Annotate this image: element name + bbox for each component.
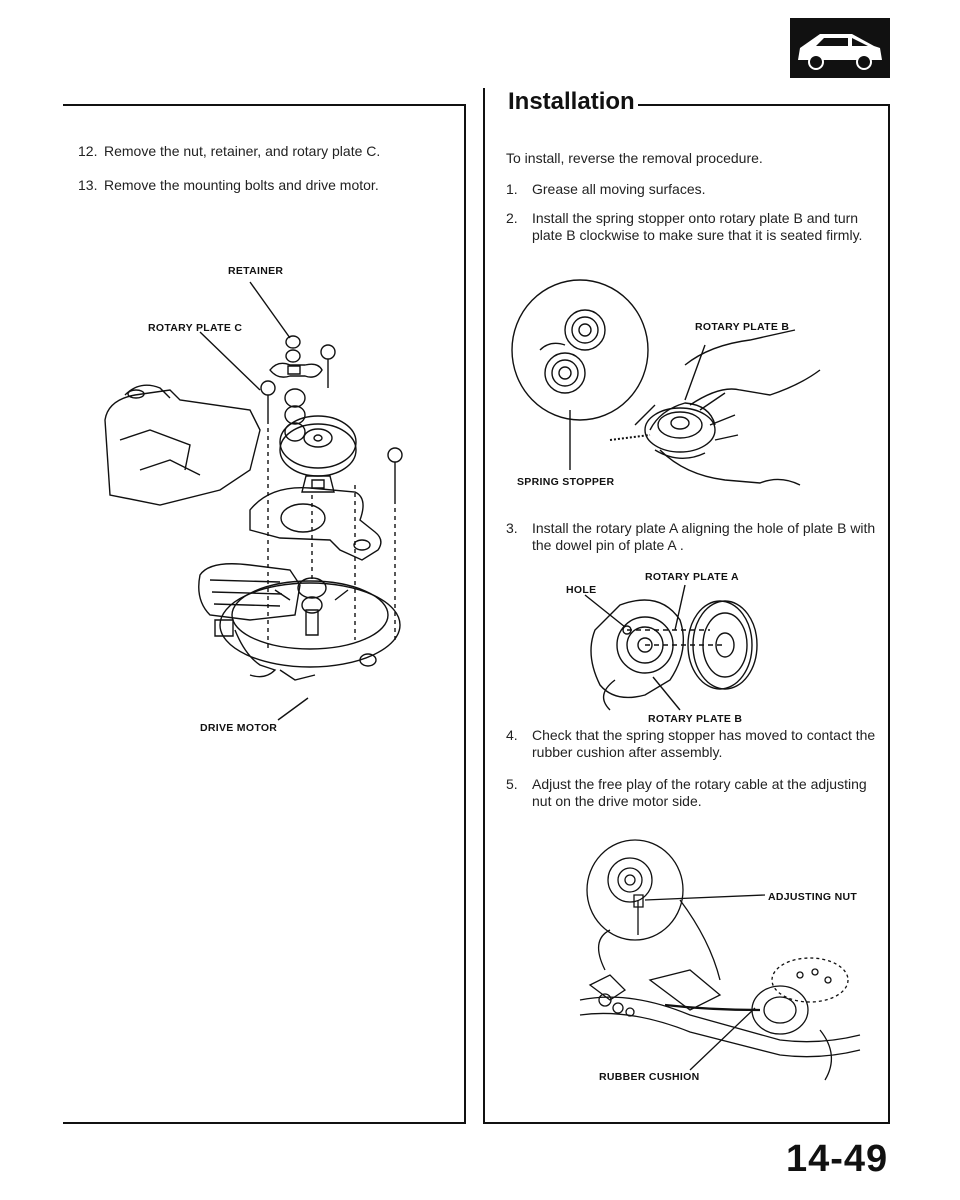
adjusting-nut-illustration xyxy=(570,840,870,1090)
car-section-icon xyxy=(790,18,890,78)
right-left-rule xyxy=(483,88,485,1124)
page-number: 14-49 xyxy=(786,1138,889,1180)
right-bottom-rule xyxy=(483,1122,890,1124)
spring-stopper-label: SPRING STOPPER xyxy=(517,476,615,488)
rotary-plate-c-label: ROTARY PLATE C xyxy=(148,322,243,334)
hole-label: HOLE xyxy=(566,584,597,596)
spring-stopper-illustration xyxy=(510,275,840,495)
rotary-plate-b-label-bottom: ROTARY PLATE B xyxy=(648,713,743,725)
right-title-rule xyxy=(638,104,890,106)
rubber-cushion-label: RUBBER CUSHION xyxy=(599,1071,700,1083)
right-right-rule xyxy=(888,104,890,1124)
rotary-plates-alignment-illustration xyxy=(575,585,795,715)
retainer-label: RETAINER xyxy=(228,265,284,277)
install-intro: To install, reverse the removal procedure. xyxy=(506,150,763,166)
drive-motor-label: DRIVE MOTOR xyxy=(200,722,278,734)
rotary-plate-a-label: ROTARY PLATE A xyxy=(645,571,739,583)
installation-title: Installation xyxy=(508,88,635,115)
adjusting-nut-label: ADJUSTING NUT xyxy=(768,891,858,903)
left-bottom-rule xyxy=(63,1122,465,1124)
rotary-plate-b-label-top: ROTARY PLATE B xyxy=(695,321,790,333)
left-top-rule xyxy=(63,104,465,106)
drive-motor-exploded-illustration xyxy=(100,270,450,740)
left-right-rule xyxy=(464,104,466,1124)
